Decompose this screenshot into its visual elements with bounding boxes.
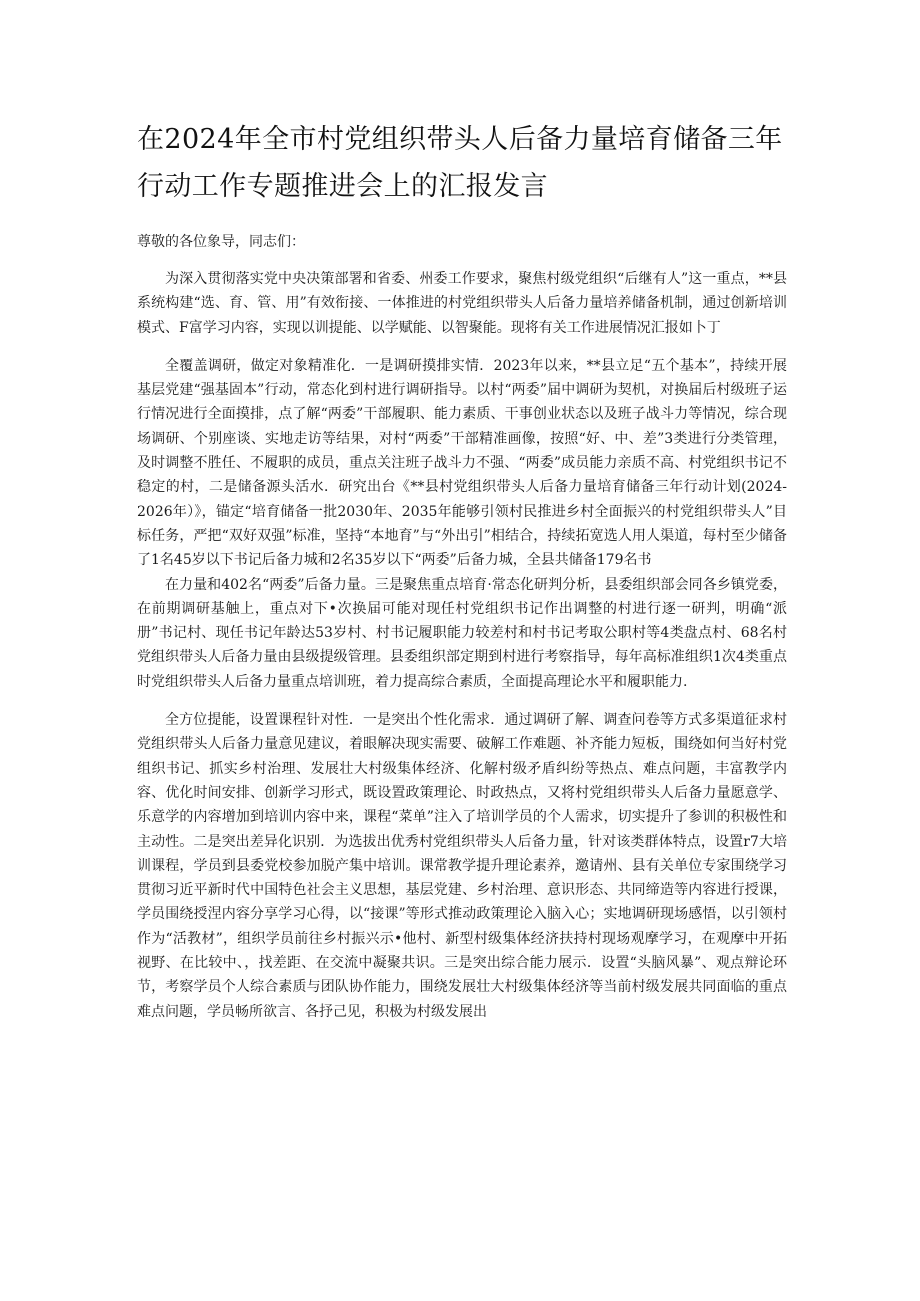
- salutation: 尊敬的各位象导，同志们：: [137, 234, 305, 250]
- paragraph-full-coverage-survey: 全覆盖调研，做定对象精准化．一是调研摸排实情．2023年以来，**县立足“五个基本”，持续开展基层党建“强基固本”行动，常态化到村进行调研指导。以村“两委”届中调研为契机，对换届后村级班子运行情况进行全面摸排，点了解“两委”干部履职、能力素质、干事创业状态以及班子战斗力等情况，综合现场调研、个别座谈、实地走访等结果，对村“两委”干部精准画像，按照“好、中、差”3类进行分类管理，及时调整不胜任、不履职的成员，重点关注班子战斗力不强、“两委”成员能力亲质不高、村党组织书记不稳定的村，二是储备源头活水．研究出台《**县村党组织带头人后备力量培育储备三年行动计划(2024-2026年）》，锚定“培育储备一批2030年、2035年能够引领村民推进乡村全面振兴的村党组织带头人”目标任务，严把“双好双强”标准，坚持“本地育”与“外出引”相结合，持续拓宽选人用人渠道，每村至少储备了1名45岁以下书记后备力城和2名35岁以下“两委”后备力城，全县共储备179名书: [137, 357, 787, 569]
- document-page: [137, 116, 787, 1024]
- paragraph-all-round-training: 全方位提能，设置课程针对性．一是突出个性化需求．通过调研了解、调查问卷等方式多渠道征求村党组织带头人后备力量意见建议，着眼解决现实需要、破解工作难题、补齐能力短板，围绕如何当好村党组织书记、抓实乡村治理、发展壮大村级集体经济、化解村级矛盾纠纷等热点、难点问题，丰富教学内容、优化时间安排、创新学习形式，既设置政策理论、时政热点，又将村党组织带头人后备力量愿意学、乐意学的内容增加到培训内容中来，课程“菜单”注入了培训学员的个人需求，切实提升了参训的积极性和主动性。二是突出差异化识别．为选拔出优秀村党组织带头人后备力量，针对该类群体特点，设置r7大培训课程，学员到县委党校参加脱产集中培训。课常教学提升理论素养，邀请州、县有关单位专家围绕学习贯彻习近平新时代中国特色社会主义思想，基层党建、乡村治理、意识形态、共同缔造等内容进行授课，学员围绕授涅内容分享学习心得，以“接课”等形式推动政策理论入脑入心；实地调研现场感悟，以引领村作为“活教材”，组织学员前往乡村振兴示•他村、新型村级集体经济扶持村现场观摩学习，在观摩中开拓视野、在比较中、，找差距、在交流中凝聚共识。三是突出综合能力展示．设置“头脑风暴”、观点辩论环节，考察学员个人综合素质与团队协作能力，围绕发展壮大村级集体经济等当前村级发展共同面临的重点难点问题，学员畅所欲言、各抒己见，积极为村级发展出: [137, 712, 787, 1020]
- paragraph-reserve-strength: 在力量和402名“两委”后备力量。三是聚焦重点培育·常态化研判分析，县委组织部会同各乡镇党委，在前期调研基触上，重点对下•次换届可能对现任村党组织书记作出调整的村进行逐一研判，明确“派册”书记村、现任书记年龄达53岁村、村书记履职能力较差村和村书记考取公职村等4类盘点村、68名村党组织带头人后备力量由县级提级管理。县委组织部定期到村进行考察指导，每年高标准组织1次4类重点时党组织带头人后备力量重点培训班，着力提高综合素质，全面提高理论水平和履职能力.: [137, 576, 787, 690]
- document-title: 在2024年全市村党组织带头人后备力量培育储备三年行动工作专题推进会上的汇报发言: [137, 124, 783, 202]
- paragraph-introduction: 为深入贯彻落实党中央决策部署和省委、州委工作要求，聚焦村级党组织“后继有人”这一重点，**县系统构建“选、育、管、用”有效衔接、一体推进的村党组织带头人后备力量培养储备机制，通过创新培训模式、F富学习内容，实现以训提能、以学赋能、以智聚能。现将有关工作进展情况汇报如卜丁: [137, 271, 787, 336]
